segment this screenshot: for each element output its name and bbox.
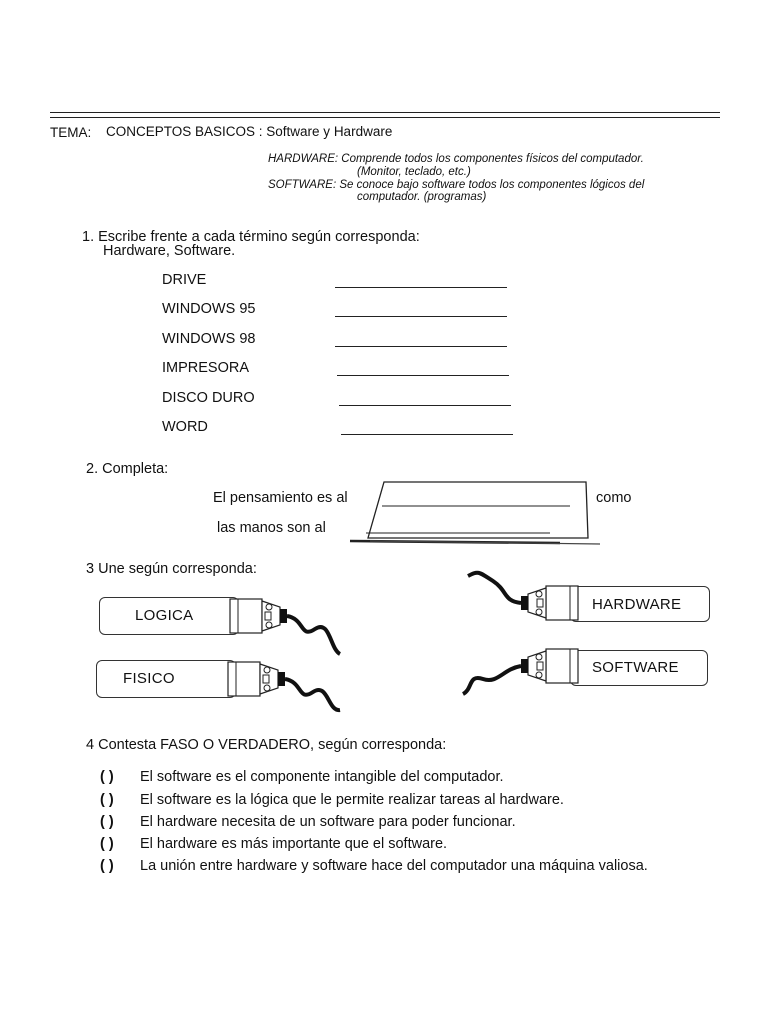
tf-bracket[interactable]: ( ) bbox=[100, 792, 114, 808]
q1-term: IMPRESORA bbox=[162, 360, 250, 376]
match-right-label: HARDWARE bbox=[592, 596, 682, 613]
match-left-logica[interactable] bbox=[99, 597, 239, 635]
q1-term: WINDOWS 95 bbox=[162, 301, 256, 317]
q2-sentence-second: las manos son al bbox=[217, 520, 326, 536]
match-right-label: SOFTWARE bbox=[592, 659, 679, 676]
q1-term: DRIVE bbox=[162, 272, 207, 288]
q1-term: DISCO DURO bbox=[162, 390, 255, 406]
tf-bracket[interactable]: ( ) bbox=[100, 814, 114, 830]
q1-answer-blank[interactable] bbox=[337, 375, 509, 376]
q1-term: WINDOWS 98 bbox=[162, 331, 256, 347]
software-examples: computador. (programas) bbox=[357, 191, 487, 203]
tf-bracket[interactable]: ( ) bbox=[100, 769, 114, 785]
tf-statement: El hardware es más importante que el software. bbox=[140, 836, 448, 852]
tf-statement: El software es la lógica que le permite realizar tareas al hardware. bbox=[140, 792, 564, 808]
q2-sentence-right: como bbox=[596, 490, 632, 506]
tema-label: TEMA: bbox=[50, 125, 92, 140]
tf-statement: El hardware necesita de un software para poder funcionar. bbox=[140, 814, 516, 830]
q3-title: 3 Une según corresponda: bbox=[86, 561, 257, 577]
header-rule-bottom bbox=[50, 117, 720, 118]
software-definition: SOFTWARE: Se conoce bajo software todos los componentes lógicos del bbox=[268, 179, 645, 191]
q1-answer-blank[interactable] bbox=[335, 346, 507, 347]
match-left-fisico[interactable] bbox=[96, 660, 236, 698]
hardware-examples: (Monitor, teclado, etc.) bbox=[357, 166, 471, 178]
q1-instruction-terms: Hardware, Software. bbox=[103, 243, 236, 259]
q1-instruction: 1. Escribe frente a cada término según corresponda: bbox=[82, 229, 420, 245]
q2-sentence-left: El pensamiento es al bbox=[213, 490, 348, 506]
q2-title: 2. Completa: bbox=[86, 461, 169, 477]
match-right-software[interactable] bbox=[570, 650, 708, 686]
tf-bracket[interactable]: ( ) bbox=[100, 858, 114, 874]
header-rule-top bbox=[50, 112, 720, 113]
tema-text: CONCEPTOS BASICOS : Software y Hardware bbox=[106, 124, 393, 139]
match-right-hardware[interactable] bbox=[570, 586, 710, 622]
tf-statement: El software es el componente intangible del computador. bbox=[140, 769, 504, 785]
match-left-label: LOGICA bbox=[135, 607, 194, 624]
q1-term: WORD bbox=[162, 419, 208, 435]
tf-statement: La unión entre hardware y software hace del computador una máquina valiosa. bbox=[140, 858, 648, 874]
q4-title: 4 Contesta FASO O VERDADERO, según corresponda: bbox=[86, 737, 447, 753]
hardware-definition: HARDWARE: Comprende todos los componentes físicos del computador. bbox=[268, 153, 644, 165]
tf-bracket[interactable]: ( ) bbox=[100, 836, 114, 852]
q1-answer-blank[interactable] bbox=[341, 434, 513, 435]
q1-answer-blank[interactable] bbox=[339, 405, 511, 406]
match-left-label: FISICO bbox=[123, 670, 175, 687]
q1-answer-blank[interactable] bbox=[335, 287, 507, 288]
q1-answer-blank[interactable] bbox=[335, 316, 507, 317]
